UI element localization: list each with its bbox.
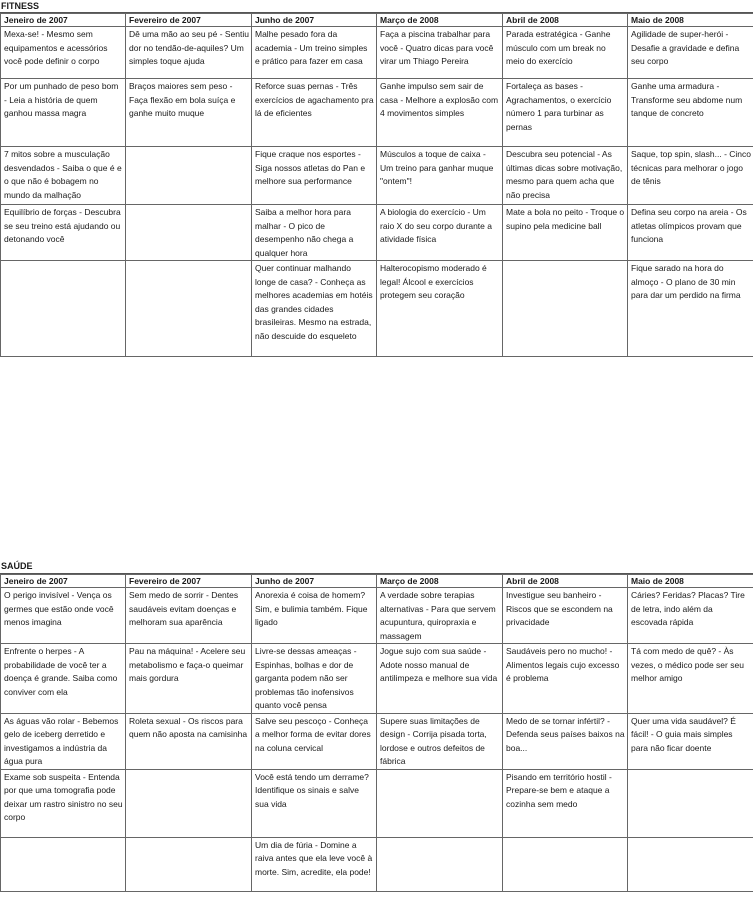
column-header: Abril de 2008 [503, 14, 628, 27]
table-cell: Pau na máquina! - Acelere seu metabolismo e faça-o queimar mais gordura [126, 644, 252, 714]
table-cell: Fortaleça as bases - Agrachamentos, o exercício número 1 para turbinar as pernas [503, 79, 628, 147]
fitness-table-wrapper [0, 12, 753, 357]
table-cell [628, 769, 753, 837]
table-cell: Descubra seu potencial - As últimas dicas sobre motivação, mesmo para quem acha que não precisa [503, 147, 628, 205]
table-cell: Supere suas limitações de design - Corrija pisada torta, lordose e outros defeitos de fábrica [377, 713, 503, 769]
table-cell [126, 769, 252, 837]
table-cell [1, 837, 126, 891]
saude-table [0, 574, 753, 892]
table-cell [1, 261, 126, 357]
table-cell: Saudáveis pero no mucho! - Alimentos legais cujo excesso é problema [503, 644, 628, 714]
table-row [1, 79, 753, 147]
column-header: Junho de 2007 [252, 14, 377, 27]
table-cell: Agilidade de super-herói - Desafie a gravidade e defina seu corpo [628, 27, 753, 79]
table-cell [628, 837, 753, 891]
saude-table-body [1, 588, 753, 892]
fitness-table [0, 13, 753, 357]
table-cell: Fique sarado na hora do almoço - O plano de 30 min para dar um perdido na firma [628, 261, 753, 357]
table-row [1, 769, 753, 837]
table-cell: Faça a piscina trabalhar para você - Quatro dicas para você virar um Thiago Pereira [377, 27, 503, 79]
table-row [1, 205, 753, 261]
table-cell: A biologia do exercício - Um raio X do seu corpo durante a atividade física [377, 205, 503, 261]
table-cell: Equilíbrio de forças - Descubra se seu treino está ajudando ou detonando você [1, 205, 126, 261]
column-header: Abril de 2008 [503, 575, 628, 588]
table-cell: Reforce suas pernas - Três exercícios de agachamento pra lá de eficientes [252, 79, 377, 147]
table-row [1, 261, 753, 357]
column-header: Junho de 2007 [252, 575, 377, 588]
table-cell: Investigue seu banheiro - Riscos que se escondem na privacidade [503, 588, 628, 644]
saude-table-wrapper [0, 573, 753, 892]
table-cell: Halterocopismo moderado é legal! Álcool e exercícios protegem seu coração [377, 261, 503, 357]
table-cell: Exame sob suspeita - Entenda por que uma tomografia pode deixar um rastro sinistro no seu corpo [1, 769, 126, 837]
table-cell: Braços maiores sem peso - Faça flexão em bola suíça e ganhe muito muque [126, 79, 252, 147]
table-row [1, 713, 753, 769]
table-cell: Quer uma vida saudável? É fácil! - O guia mais simples para não ficar doente [628, 713, 753, 769]
header-row [1, 14, 753, 27]
table-row [1, 27, 753, 79]
table-row [1, 588, 753, 644]
column-header: Março de 2008 [377, 14, 503, 27]
header-row [1, 575, 753, 588]
table-cell [503, 837, 628, 891]
column-header: Maio de 2008 [628, 575, 753, 588]
table-row [1, 644, 753, 714]
table-cell: Mexa-se! - Mesmo sem equipamentos e acessórios você pode definir o corpo [1, 27, 126, 79]
table-cell: Jogue sujo com sua saúde - Adote nosso manual de antilimpeza e melhore sua vida [377, 644, 503, 714]
table-cell: Roleta sexual - Os riscos para quem não aposta na camisinha [126, 713, 252, 769]
table-cell [503, 261, 628, 357]
table-cell: Enfrente o herpes - A probabilidade de você ter a doença é grande. Saiba como conviver com ela [1, 644, 126, 714]
section-title-fitness: FITNESS [1, 1, 40, 11]
table-row [1, 837, 753, 891]
column-header: Fevereiro de 2007 [126, 14, 252, 27]
column-header: Jeneiro de 2007 [1, 14, 126, 27]
table-cell [126, 261, 252, 357]
table-cell: Tá com medo de quê? - Às vezes, o médico pode ser seu melhor amigo [628, 644, 753, 714]
fitness-table-body [1, 27, 753, 357]
table-cell: Defina seu corpo na areia - Os atletas olímpicos provam que funciona [628, 205, 753, 261]
section-title-saude: SAÚDE [1, 561, 33, 571]
table-cell [126, 147, 252, 205]
table-cell: Ganhe uma armadura - Transforme seu abdome num tanque de concreto [628, 79, 753, 147]
table-cell: Pisando em território hostil - Prepare-se bem e ataque a cozinha sem medo [503, 769, 628, 837]
table-cell: Cáries? Feridas? Placas? Tire de letra, indo além da escovada rápida [628, 588, 753, 644]
table-cell: Saiba a melhor hora para malhar - O pico de desempenho não chega a qualquer hora [252, 205, 377, 261]
table-cell: Mate a bola no peito - Troque o supino pela medicine ball [503, 205, 628, 261]
table-cell: Malhe pesado fora da academia - Um treino simples e prático para fazer em casa [252, 27, 377, 79]
column-header: Março de 2008 [377, 575, 503, 588]
table-cell: Por um punhado de peso bom - Leia a história de quem ganhou massa magra [1, 79, 126, 147]
table-cell [377, 769, 503, 837]
table-cell: Parada estratégica - Ganhe músculo com um break no meio do exercício [503, 27, 628, 79]
table-cell: Músculos a toque de caixa - Um treino para ganhar muque "ontem"! [377, 147, 503, 205]
table-cell [126, 205, 252, 261]
table-cell: 7 mitos sobre a musculação desvendados - Saiba o que é e o que não é bobagem no mundo da malhação [1, 147, 126, 205]
table-cell: Dê uma mão ao seu pé - Sentiu dor no tendão-de-aquiles? Um simples toque ajuda [126, 27, 252, 79]
table-cell: Você está tendo um derrame? Identifique os sinais e salve sua vida [252, 769, 377, 837]
table-cell [126, 837, 252, 891]
table-cell [377, 837, 503, 891]
table-cell: Salve seu pescoço - Conheça a melhor forma de evitar dores na coluna cervical [252, 713, 377, 769]
table-cell: Livre-se dessas ameaças - Espinhas, bolhas e dor de garganta podem não ser problemas tão inofensivos quanto você pensa [252, 644, 377, 714]
column-header: Maio de 2008 [628, 14, 753, 27]
table-row [1, 147, 753, 205]
table-cell: Anorexia é coisa de homem? Sim, e bulimia também. Fique ligado [252, 588, 377, 644]
table-cell: Um dia de fúria - Domine a raiva antes que ela leve você à morte. Sim, acredite, ela pode! [252, 837, 377, 891]
table-cell: A verdade sobre terapias alternativas - Para que servem acupuntura, quiropraxia e massagem [377, 588, 503, 644]
table-cell: As águas vão rolar - Bebemos gelo de iceberg derretido e investigamos a indústria da água pura [1, 713, 126, 769]
column-header: Jeneiro de 2007 [1, 575, 126, 588]
table-cell: O perigo invisível - Vença os germes que estão onde você menos imagina [1, 588, 126, 644]
table-cell: Sem medo de sorrir - Dentes saudáveis evitam doenças e melhoram sua aparência [126, 588, 252, 644]
column-header: Fevereiro de 2007 [126, 575, 252, 588]
table-cell: Fique craque nos esportes - Siga nossos atletas do Pan e melhore sua performance [252, 147, 377, 205]
table-cell: Quer continuar malhando longe de casa? - Conheça as melhores academias em hotéis das grandes cidades brasileiras. Mesmo na estrada, não descuide do esqueleto [252, 261, 377, 357]
table-cell: Saque, top spin, slash... - Cinco técnicas para melhorar o jogo de tênis [628, 147, 753, 205]
table-cell: Ganhe impulso sem sair de casa - Melhore a explosão com 4 movimentos simples [377, 79, 503, 147]
table-cell: Medo de se tornar infértil? - Defenda seus países baixos na boa... [503, 713, 628, 769]
